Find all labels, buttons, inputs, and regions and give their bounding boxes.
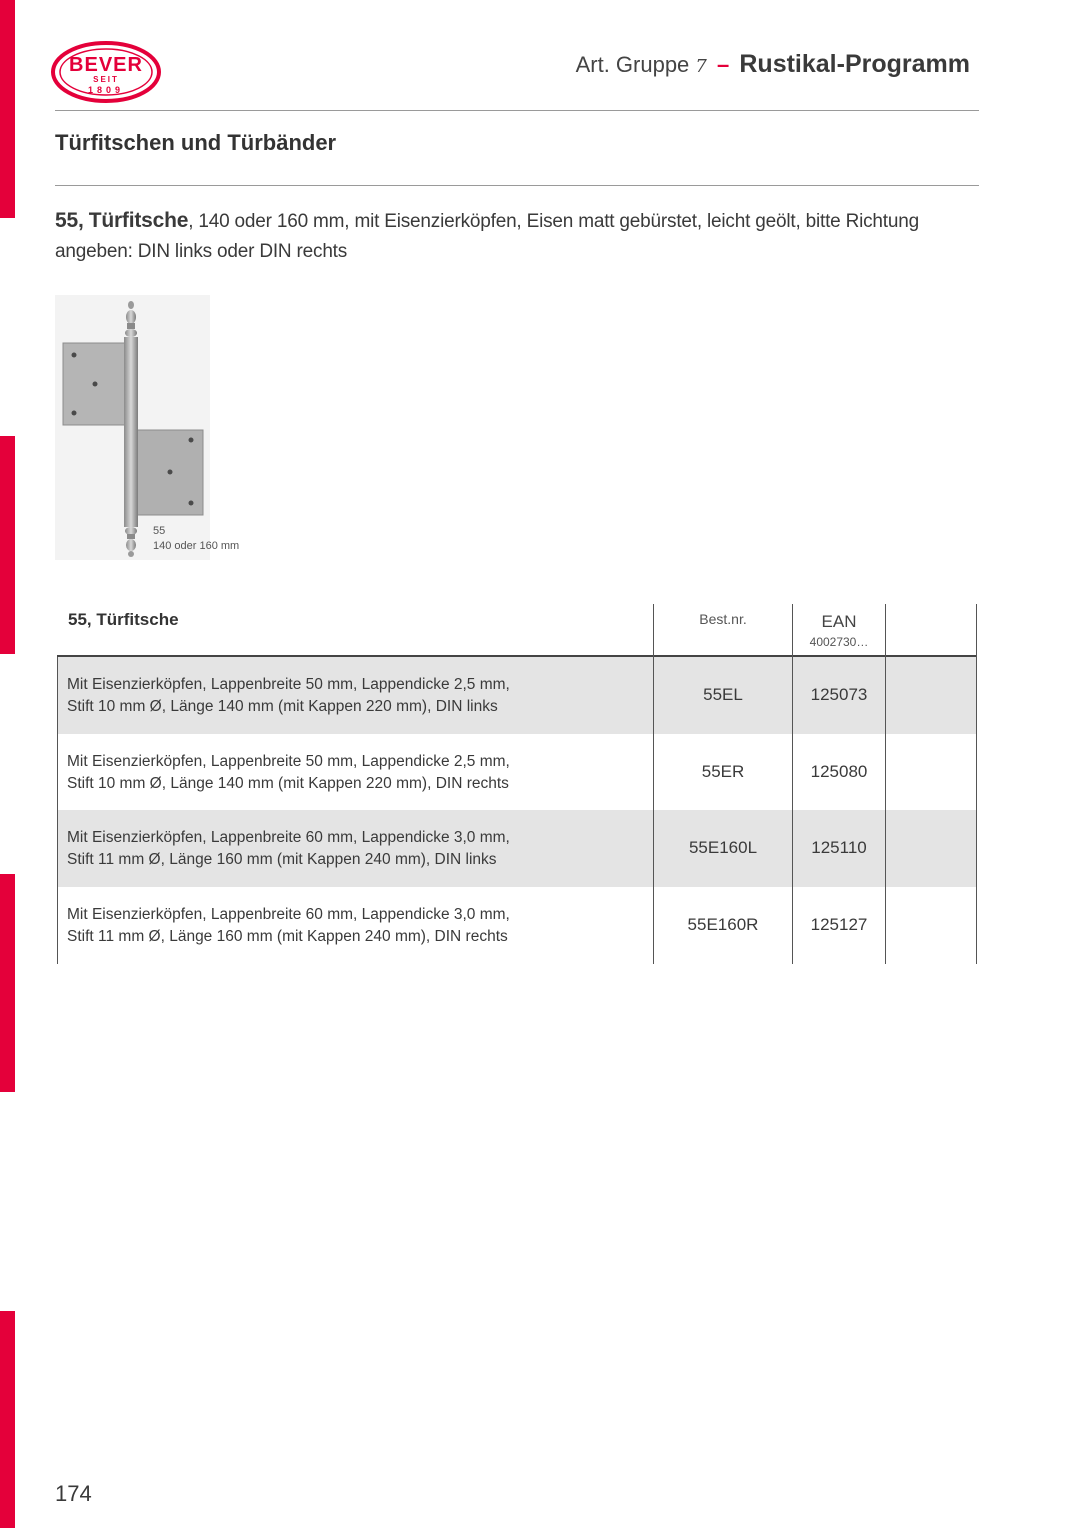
table-row — [57, 734, 977, 811]
row-description — [67, 674, 510, 718]
row-ean: 125080 — [810, 762, 868, 781]
row-desc-line2: Stift 11 mm Ø, Länge 160 mm (mit Kappen 240 mm), DIN rechts — [67, 928, 508, 945]
column-divider — [792, 604, 793, 964]
caption-size: 140 oder 160 mm — [153, 540, 240, 552]
product-name: Türfitsche — [88, 209, 189, 232]
row-article-number: 55EL — [703, 685, 743, 704]
row-article-number: 55ER — [701, 762, 745, 781]
row-description — [67, 751, 510, 795]
edge-tab-1 — [0, 0, 15, 218]
row-ean: 125073 — [810, 685, 868, 704]
section-rule — [55, 185, 979, 186]
row-desc-line1: Mit Eisenzierköpfen, Lappenbreite 50 mm, Lappendicke 2,5 mm, — [67, 753, 510, 770]
logo-year: 1809 — [87, 85, 125, 95]
header-article-number: Best.nr. — [699, 611, 747, 627]
row-ean: 125110 — [811, 838, 867, 857]
product-photo — [55, 295, 210, 560]
row-desc-line1: Mit Eisenzierköpfen, Lappenbreite 60 mm, Lappendicke 3,0 mm, — [67, 829, 510, 846]
page-header — [576, 50, 970, 79]
product-description: , 140 oder 160 mm, mit Eisenzierköpfen, Eisen matt gebürstet, leicht geölt, bitte Richtung angeben: DIN links oder DIN rechts — [55, 211, 919, 262]
column-divider — [653, 604, 654, 964]
row-desc-line1: Mit Eisenzierköpfen, Lappenbreite 60 mm, Lappendicke 3,0 mm, — [67, 906, 510, 923]
row-description — [67, 904, 510, 948]
row-desc-line2: Stift 10 mm Ø, Länge 140 mm (mit Kappen 220 mm), DIN rechts — [67, 775, 509, 792]
logo-since: SEIT — [93, 75, 119, 84]
header-ean-prefix: 4002730… — [809, 635, 869, 649]
product-table — [57, 604, 978, 964]
table-row — [57, 810, 977, 887]
page-number: 174 — [55, 1481, 92, 1506]
row-desc-line2: Stift 10 mm Ø, Länge 140 mm (mit Kappen 220 mm), DIN links — [67, 698, 498, 715]
table-row — [57, 657, 977, 734]
logo-brand: BEVER — [69, 54, 143, 76]
table-title: 55, Türfitsche — [68, 610, 179, 629]
photo-caption — [153, 524, 239, 554]
row-ean: 125127 — [810, 915, 868, 934]
product-id: 55, — [55, 209, 84, 232]
edge-tab-2 — [0, 436, 15, 654]
group-label: Art. Gruppe — [575, 52, 690, 77]
row-description — [67, 827, 510, 871]
table-header-rule — [57, 655, 977, 657]
header-rule — [55, 110, 979, 111]
caption-item-number: 55 — [153, 525, 166, 537]
product-intro — [55, 206, 980, 267]
program-title: Rustikal-Programm — [739, 50, 970, 78]
row-article-number: 55E160R — [687, 915, 759, 934]
edge-tab-4 — [0, 1311, 15, 1528]
row-desc-line2: Stift 11 mm Ø, Länge 160 mm (mit Kappen 240 mm), DIN links — [67, 851, 497, 868]
header-ean: EAN — [821, 612, 857, 631]
header-separator: – — [717, 52, 730, 77]
edge-tab-3 — [0, 874, 15, 1092]
row-desc-line1: Mit Eisenzierköpfen, Lappenbreite 50 mm, Lappendicke 2,5 mm, — [67, 676, 510, 693]
table-border-left — [57, 657, 58, 964]
bever-logo — [50, 40, 162, 104]
column-divider — [885, 604, 886, 964]
hinge-illustration — [55, 295, 210, 560]
table-row — [57, 887, 977, 964]
group-number: 7 — [695, 56, 707, 77]
table-border-right — [976, 604, 977, 964]
row-article-number: 55E160L — [688, 838, 758, 857]
section-title: Türfitschen und Türbänder — [55, 130, 337, 155]
